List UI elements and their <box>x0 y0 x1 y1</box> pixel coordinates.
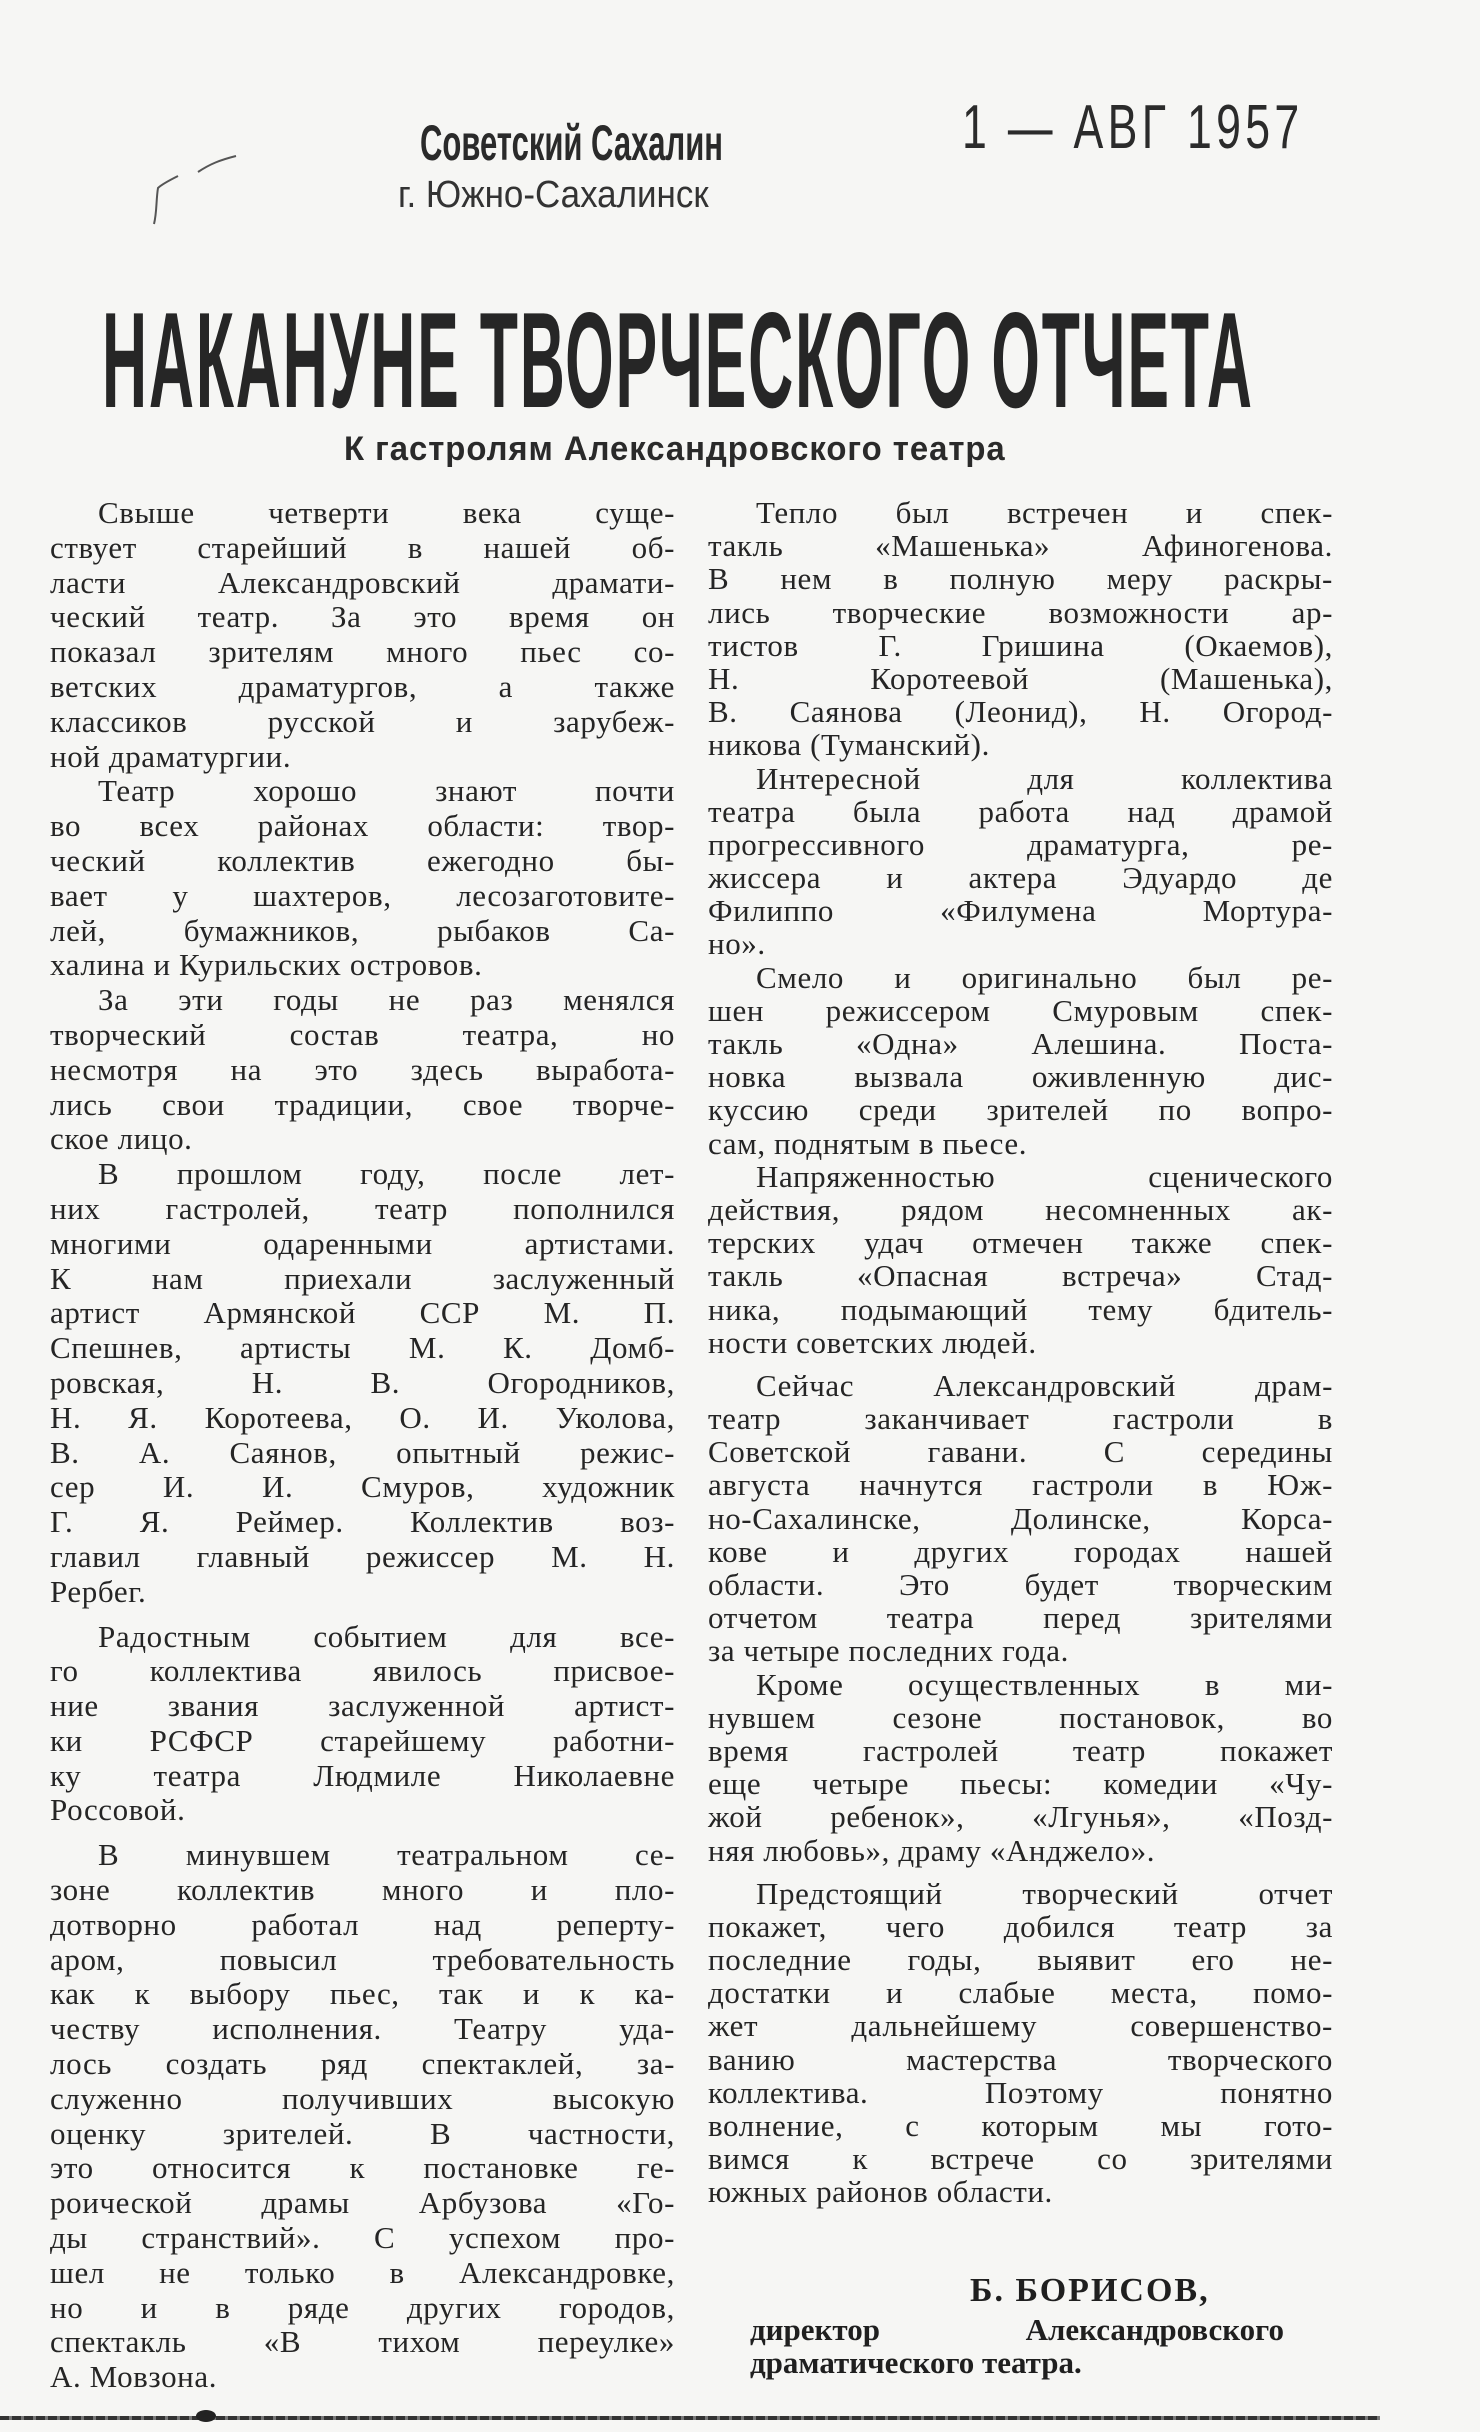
text-line: время гастролей театр покажет <box>708 1732 1333 1768</box>
text-line: Н. Коротеевой (Машенька), <box>708 660 1333 696</box>
paragraph <box>50 1157 675 1609</box>
text-line: кове и других городах нашей <box>708 1533 1333 1569</box>
text-line: отчетом театра перед зрителями <box>708 1600 1333 1636</box>
text-line: артист Армянской ССР М. П. <box>50 1295 675 1331</box>
text-line: шен режиссером Смуровым спек- <box>708 992 1333 1028</box>
text-line: Предстоящий творческий отчет <box>756 1875 1333 1911</box>
text-line: никова (Туманский). <box>708 727 990 763</box>
text-line: многими одаренными артистами. <box>50 1225 675 1261</box>
article-subtitle: К гастролям Александровского театра <box>344 430 1006 468</box>
paragraph <box>708 961 1333 1160</box>
text-line: ческий коллектив ежегодно бы- <box>50 842 675 878</box>
text-line: Смело и оригинально был ре- <box>756 959 1333 995</box>
text-line: во всех районах области: твор- <box>50 808 675 844</box>
text-line: главил главный режиссер М. Н. <box>50 1538 675 1574</box>
text-line: Н. Я. Коротеева, О. И. Уколова, <box>50 1399 675 1435</box>
date-stamp: 1 — АВГ 1957 <box>962 93 1304 162</box>
newspaper-city: г. Южно-Сахалинск <box>398 174 709 216</box>
text-line: южных районов области. <box>708 2174 1053 2210</box>
text-line: ское лицо. <box>50 1121 193 1157</box>
text-line: вает у шахтеров, лесозаготовите- <box>50 877 675 913</box>
text-line: театра была работа над драмой <box>708 793 1333 829</box>
paragraph <box>50 496 675 774</box>
text-line: жиссера и актера Эдуардо де <box>708 860 1333 896</box>
text-line: халина и Курильских островов. <box>50 947 483 983</box>
text-line: новка вызвала оживленную дис- <box>708 1059 1333 1095</box>
text-line: них гастролей, театр пополнился <box>50 1190 675 1226</box>
text-line: ровская, Н. В. Огородников, <box>50 1364 675 1400</box>
text-line: зоне коллектив много и пло- <box>50 1872 675 1908</box>
text-line: показал зрителям много пьес со- <box>50 634 675 670</box>
paragraph <box>708 1160 1333 1359</box>
newspaper-name: Советский Сахалин <box>420 115 724 171</box>
text-line: творческий состав театра, но <box>50 1016 675 1052</box>
text-line: го коллектива явилось присвое- <box>50 1653 675 1689</box>
paragraph <box>50 1620 675 1829</box>
text-line: В. Саянова (Леонид), Н. Огород- <box>708 694 1333 730</box>
text-line: нувшем сезоне постановок, во <box>708 1699 1333 1735</box>
text-line: Тепло был встречен и спек- <box>756 495 1333 530</box>
paragraph <box>708 762 1333 961</box>
text-line: сам, поднятым в пьесе. <box>708 1125 1028 1161</box>
paragraph <box>708 1668 1333 1867</box>
text-line: ветских драматургов, а также <box>50 668 675 704</box>
author-name: Б. БОРИСОВ, <box>970 2272 1210 2309</box>
text-line: аром, повысил требовательность <box>50 1941 675 1977</box>
text-line: Рербег. <box>50 1573 147 1609</box>
text-line: ды странствий». С успехом про- <box>50 2220 675 2256</box>
text-line: прогрессивного драматурга, ре- <box>708 826 1333 862</box>
text-line: служенно получивших высокую <box>50 2080 675 2116</box>
text-line: куссию среди зрителей по вопро- <box>708 1092 1333 1128</box>
text-line: но-Сахалинске, Долинске, Корса- <box>708 1500 1333 1536</box>
text-line: Театр хорошо знают почти <box>98 773 675 809</box>
text-line: честву исполнения. Театру уда- <box>50 2011 675 2047</box>
text-line: такль «Опасная встреча» Стад- <box>708 1258 1333 1294</box>
text-line: но и в ряде других городов, <box>50 2289 675 2325</box>
text-line: августа начнутся гастроли в Юж- <box>708 1467 1333 1503</box>
text-line: еще четыре пьесы: комедии «Чу- <box>708 1766 1333 1802</box>
paragraph <box>708 496 1333 762</box>
paragraph <box>50 774 675 983</box>
paragraph <box>708 1369 1333 1668</box>
text-line: ние звания заслуженной артист- <box>50 1688 675 1724</box>
text-line: ванию мастерства творческого <box>708 2041 1333 2077</box>
text-line: роической драмы Арбузова «Го- <box>50 2185 675 2221</box>
text-line: волнение, с которым мы гото- <box>708 2108 1333 2143</box>
text-line: последние годы, выявит его не- <box>708 1942 1333 1978</box>
text-line: В нем в полную меру раскры- <box>708 561 1333 597</box>
text-line: няя любовь», драму «Анджело». <box>708 1832 1156 1868</box>
text-line: действия, рядом несомненных ак- <box>708 1191 1333 1227</box>
text-line: К нам приехали заслуженный <box>50 1260 675 1296</box>
text-line: но». <box>708 926 766 962</box>
rule-ornament <box>196 2410 216 2422</box>
text-line: ника, подымающий тему бдитель- <box>708 1291 1333 1327</box>
text-line: Советской гавани. С середины <box>708 1434 1333 1470</box>
text-line: сер И. И. Смуров, художник <box>50 1469 675 1505</box>
text-line: оценку зрителей. В частности, <box>50 2115 675 2151</box>
article-column-right <box>708 496 1333 2209</box>
text-line: Сейчас Александровский драм- <box>756 1367 1333 1403</box>
text-line: За эти годы не раз менялся <box>98 982 675 1018</box>
text-line: такль «Одна» Алешина. Поста- <box>708 1026 1333 1061</box>
text-line: как к выбору пьес, так и к ка- <box>50 1976 675 2012</box>
text-line: В минувшем театральном се- <box>98 1837 675 1873</box>
text-line: такль «Машенька» Афиногенова. <box>708 528 1333 564</box>
text-line: лись творческие возможности ар- <box>708 594 1333 630</box>
text-line: несмотря на это здесь выработа- <box>50 1051 675 1087</box>
text-line: области. Это будет творческим <box>708 1567 1333 1602</box>
text-line: лей, бумажников, рыбаков Са- <box>50 912 675 948</box>
text-line: ласти Александровский драмати- <box>50 564 675 600</box>
text-line: ку театра Людмиле Николаевне <box>50 1757 675 1793</box>
text-line: Россовой. <box>50 1792 186 1828</box>
text-line: это относится к постановке ге- <box>50 2150 675 2186</box>
author-position: директор Александровского <box>750 2312 1284 2347</box>
text-line: дотворно работал над реперту- <box>50 1906 675 1942</box>
text-line: ствует старейший в нашей об- <box>50 529 675 565</box>
text-line: Г. Я. Реймер. Коллектив воз- <box>50 1504 675 1540</box>
text-line: за четыре последних года. <box>708 1633 1069 1669</box>
text-line: В. А. Саянов, опытный режис- <box>50 1434 675 1470</box>
text-line: спектакль «В тихом переулке» <box>50 2324 675 2360</box>
text-line: тистов Г. Гришина (Окаемов), <box>708 627 1333 663</box>
text-line: коллектива. Поэтому понятно <box>708 2074 1333 2110</box>
text-line: терских удач отмечен также спек- <box>708 1225 1333 1261</box>
text-line: А. Мовзона. <box>50 2359 218 2395</box>
text-line: шел не только в Александровке, <box>50 2254 675 2290</box>
text-line: покажет, чего добился театр за <box>708 1908 1333 1944</box>
text-line: ческий театр. За это время он <box>50 599 675 635</box>
author-position-cont: драматического театра. <box>750 2345 1082 2380</box>
paragraph <box>50 983 675 1157</box>
text-line: жой ребенок», «Лгунья», «Позд- <box>708 1799 1333 1835</box>
text-line: ности советских людей. <box>708 1324 1037 1360</box>
text-line: жет дальнейшему совершенство- <box>708 2008 1333 2044</box>
text-line: В прошлом году, после лет- <box>98 1156 675 1192</box>
handwritten-mark <box>140 150 250 230</box>
text-line: ной драматургии. <box>50 738 292 774</box>
text-line: Радостным событием для все- <box>98 1618 675 1654</box>
text-line: Напряженностью сценического <box>756 1158 1333 1194</box>
text-line: достатки и слабые места, помо- <box>708 1975 1333 2011</box>
paragraph <box>50 1838 675 2395</box>
paragraph <box>708 1877 1333 2209</box>
article-title: НАКАНУНЕ ТВОРЧЕСКОГО ОТЧЕТА <box>102 284 1254 436</box>
text-line: Интересной для коллектива <box>756 760 1333 796</box>
text-line: лось создать ряд спектаклей, за- <box>50 2046 675 2082</box>
text-line: Филиппо «Филумена Мортура- <box>708 893 1333 929</box>
text-line: лись свои традиции, свое творче- <box>50 1086 675 1122</box>
text-line: Свыше четверти века суще- <box>98 495 675 530</box>
text-line: Кроме осуществленных в ми- <box>756 1666 1333 1702</box>
text-line: Спешнев, артисты М. К. Домб- <box>50 1330 675 1366</box>
text-line: ки РСФСР старейшему работни- <box>50 1722 675 1758</box>
article-column-left <box>50 496 675 2395</box>
text-line: вимся к встрече со зрителями <box>708 2141 1333 2177</box>
text-line: театр заканчивает гастроли в <box>708 1401 1333 1437</box>
text-line: классиков русской и зарубеж- <box>50 703 675 739</box>
